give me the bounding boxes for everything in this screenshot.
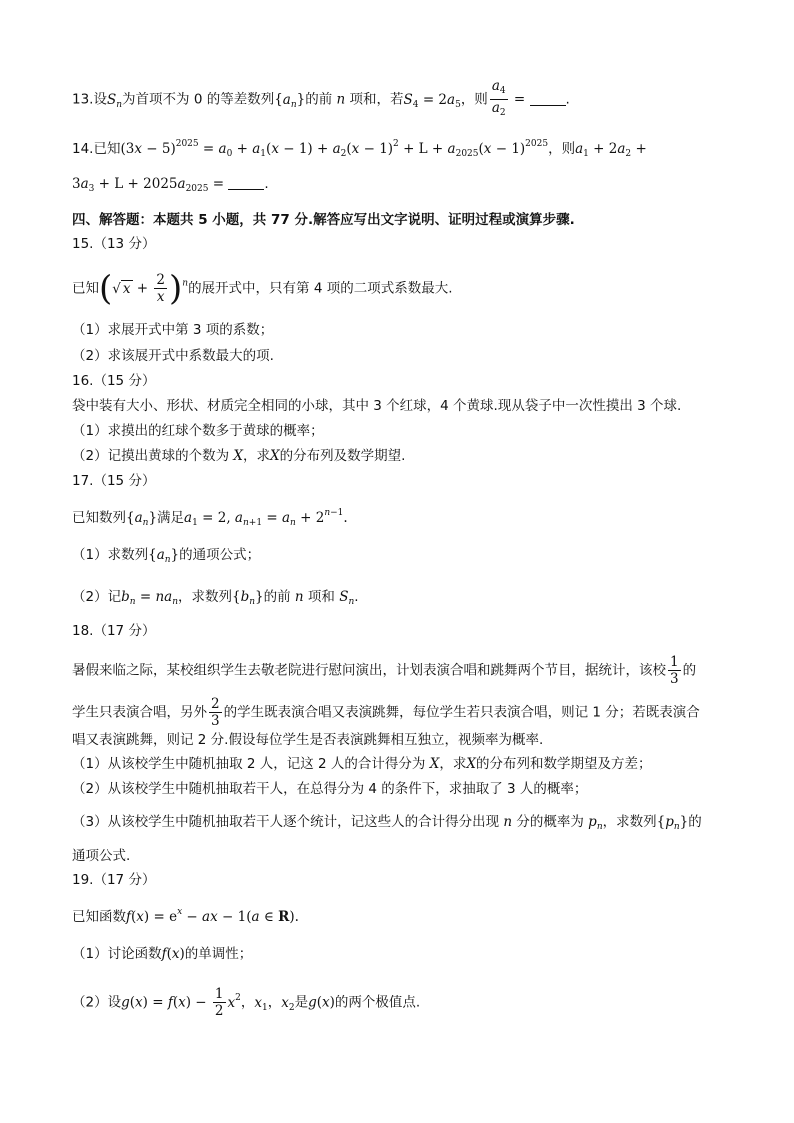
q15-intro: 已知(√ x + $\frac{2}{x}$ )$^n$的展开式中，只有第 4 项的二项式系数最大. [72, 268, 453, 309]
q18-header: 18.（17 分） [72, 623, 156, 639]
q13-line: 13.设$S_n$为首项不为 0 的等差数列$\{a_n\}$的前 n 项和，若$S_4 = 2a_5$，则 $\frac{a_4}{a_2}$ = . [72, 78, 570, 121]
q19-function: $f(x) = e^x$ − ax − 1(a ∈ R). [126, 907, 299, 925]
q16-part1: （1）求摸出的红球个数多于黄球的概率； [72, 423, 324, 439]
q19-part2: （2）设g(x) = f(x) − $\frac{1}{2}$ $x^2$，$x_1$，$x_2$是g(x)的两个极值点. [72, 986, 421, 1019]
fraction-1-over-2: $\frac{1}{2}$ [214, 986, 224, 1019]
q17-part1: （1）求数列$\{a_n\}$的通项公式； [72, 547, 261, 565]
q18-part2: （2）从该校学生中随机抽取若干人，在总得分为 4 的条件下，求抽取了 3 人的概率； [72, 781, 588, 797]
q17-recurrence: $a_1 = 2$, $a_{n+1} = a_n + 2^{n-1}$. [184, 508, 348, 528]
q19-header: 19.（17 分） [72, 872, 156, 888]
sqrt-x: √ x [112, 280, 131, 297]
q17-part2: （2）记$b_n = na_n$，求数列$\{b_n\}$的前 n 项和 $S_n$. [72, 589, 359, 607]
q15-part1: （1）求展开式中第 3 项的系数； [72, 322, 274, 338]
answer-blank [530, 91, 566, 106]
q14-expansion-equation: $(3x - 5)^{2025} = a_0 + a_1(x - 1) + a_2(x - 1)^2 + L + a_{2025}(x - 1)^{2025}$ [120, 139, 549, 159]
q19-intro: 已知函数$f(x) = e^x$ − ax − 1(a ∈ R). [72, 907, 299, 925]
q18-part3-line2: 通项公式. [72, 848, 131, 864]
q18-line3: 唱又表演跳舞，则记 2 分.假设每位学生是否表演跳舞相互独立，视频率为概率. [72, 732, 544, 748]
q17-intro: 已知数列$\{a_n\}$满足$a_1 = 2$, $a_{n+1} = a_n + 2^{n-1}$. [72, 508, 348, 528]
fraction-a4-over-a2: $\frac{a_4}{a_2}$ [491, 78, 506, 118]
fraction-2-over-x: $\frac{2}{x}$ [156, 272, 165, 305]
q16-part2: （2）记摸出黄球的个数为 X，求X的分布列及数学期望. [72, 448, 406, 464]
q19-part1: （1）讨论函数f(x)的单调性； [72, 946, 253, 962]
q16-header: 16.（15 分） [72, 373, 156, 389]
q14-line1: 14.已知$(3x - 5)^{2025} = a_0 + a_1(x - 1) + a_2(x - 1)^2 + L + a_{2025}(x - 1)^{2025}$，则$a_1 + 2a_2$ + [72, 139, 647, 159]
q18-part3: （3）从该校学生中随机抽取若干人逐个统计，记这些人的合计得分出现 n 分的概率为 $p_n$，求数列$\{p_n\}$的 [72, 814, 702, 832]
q16-intro: 袋中装有大小、形状、材质完全相同的小球，其中 3 个红球，4 个黄球.现从袋子中一次性摸出 3 个球. [72, 398, 682, 414]
q18-part1: （1）从该校学生中随机抽取 2 人，记这 2 人的合计得分为 X，求X的分布列和数学期望及方差； [72, 756, 652, 772]
section-heading: 四、解答题：本题共 5 小题，共 77 分.解答应写出文字说明、证明过程或演算步骤. [72, 212, 575, 228]
answer-blank [228, 175, 264, 190]
q18-line2: 学生只表演合唱，另外 $\frac{2}{3}$ 的学生既表演合唱又表演跳舞，每位学生若只表演合唱，则记 1 分；若既表演合 [72, 696, 700, 729]
fraction-2-over-3: $\frac{2}{3}$ [211, 696, 220, 729]
fraction-1-over-3: $\frac{1}{3}$ [670, 654, 679, 687]
q14-line2: $3a_3 + L + 2025a_{2025}$ = . [72, 176, 269, 194]
q15-header: 15.（13 分） [72, 236, 156, 252]
q17-header: 17.（15 分） [72, 473, 156, 489]
q15-part2: （2）求该展开式中系数最大的项. [72, 348, 274, 364]
q18-line1: 暑假来临之际，某校组织学生去敬老院进行慰问演出，计划表演合唱和跳舞两个节目，据统计，该校 $\frac{1}{3}$ 的 [72, 654, 697, 687]
